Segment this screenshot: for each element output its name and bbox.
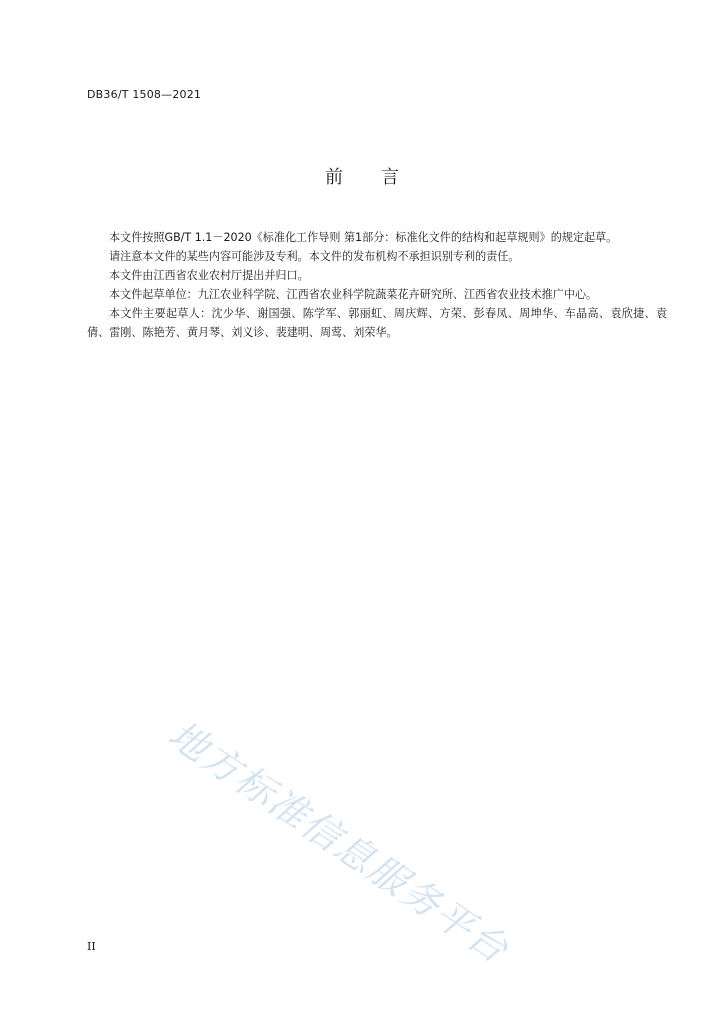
foreword-body <box>87 228 667 342</box>
page-number: II <box>87 940 96 953</box>
title-char-2: 言 <box>381 167 399 188</box>
paragraph-patent-notice: 请注意本文件的某些内容可能涉及专利。本文件的发布机构不承担识别专利的责任。 <box>109 250 520 263</box>
document-code: DB36/T 1508—2021 <box>87 88 202 101</box>
paragraph-drafters: 本文件主要起草人：沈少华、谢国强、陈学军、郭丽虹、周庆辉、方荣、彭春凤、周坤华、车晶高、袁欣捷、袁倩、雷刚、陈艳芳、黄月琴、刘义诊、裴建明、周莺、刘荣华。 <box>87 307 667 339</box>
paragraph-proposer: 本文件由江西省农业农村厅提出并归口。 <box>109 269 309 282</box>
title-char-1: 前 <box>325 167 343 188</box>
paragraph-standard-reference: 本文件按照GB/T 1.1－2020《标准化工作导则 第1部分：标准化文件的结构和起草规则》的规定起草。 <box>109 231 618 244</box>
watermark: 地方标准信息服务平台 <box>160 712 517 973</box>
section-title <box>0 163 724 189</box>
paragraph-drafting-units: 本文件起草单位：九江农业科学院、江西省农业科学院蔬菜花卉研究所、江西省农业技术推广中心。 <box>109 288 598 301</box>
